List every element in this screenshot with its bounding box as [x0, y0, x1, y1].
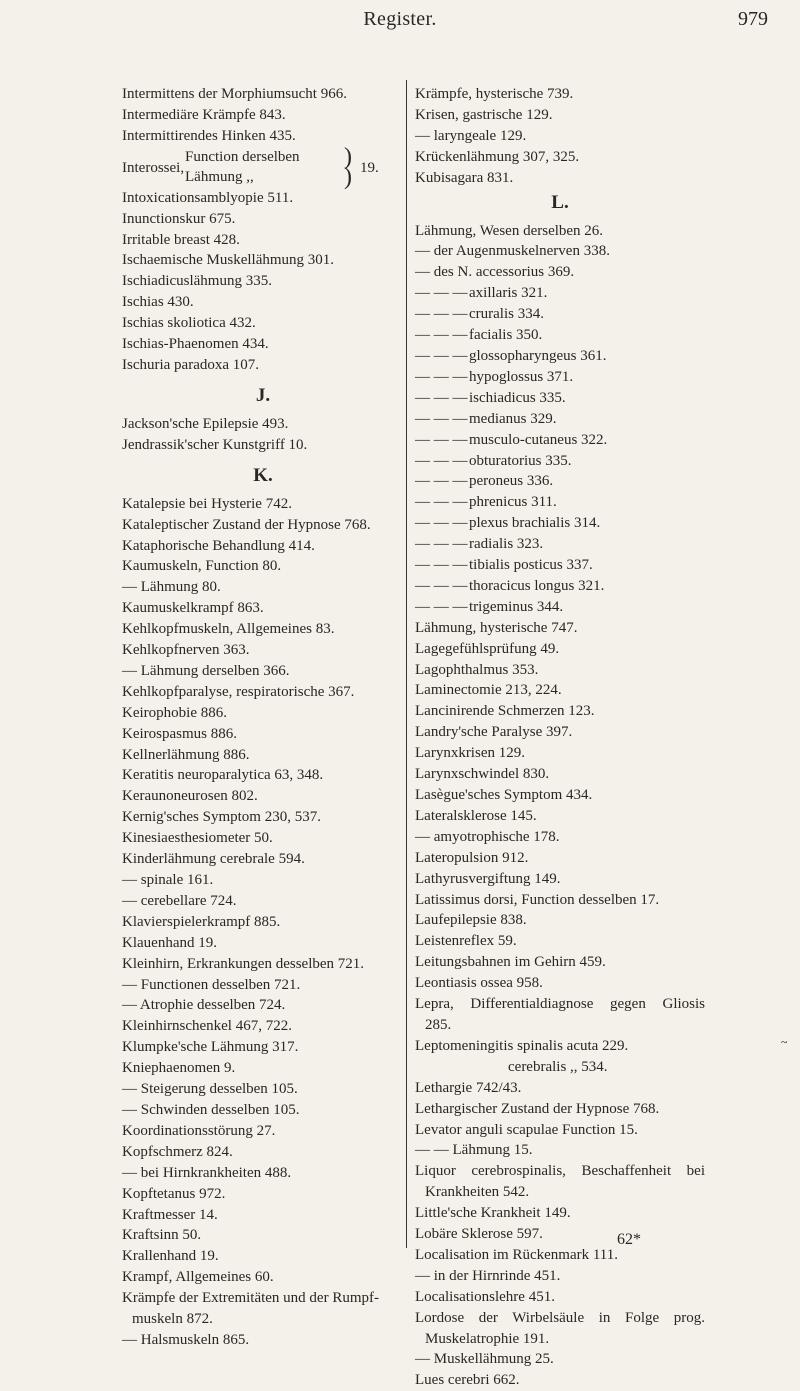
index-entry: Laminectomie 213, 224.: [415, 682, 562, 699]
entry-group-j: [122, 414, 404, 456]
index-entry: Ischiadicuslähmung 335.: [122, 273, 272, 290]
interossei-page: 19.: [360, 159, 379, 176]
right-column: [415, 84, 705, 1391]
index-entry: Intermediäre Krämpfe 843.: [122, 106, 286, 123]
entry-group-l-4: [415, 1203, 705, 1308]
nerve-subentry: [415, 304, 705, 325]
ditto-dashes: — — —: [415, 285, 468, 302]
index-entry: Katalepsie bei Hysterie 742.: [122, 495, 292, 512]
index-entry: Leitungsbahnen im Gehirn 459.: [415, 954, 606, 971]
index-entry: — Functionen desselben 721.: [122, 976, 301, 993]
interossei-subentries: [185, 147, 300, 187]
nerve-subentry: [415, 492, 705, 513]
nerve-subentry: [415, 346, 705, 367]
ditto-dashes: — — —: [415, 431, 468, 448]
nerve-name: ischiadicus 335.: [469, 389, 566, 406]
index-entry: Little'sche Krankheit 149.: [415, 1205, 571, 1222]
nerve-name: tibialis posticus 337.: [469, 557, 593, 574]
index-entry: Krämpfe der Extremitäten und der Rumpf-muskeln 872.: [122, 1290, 379, 1328]
section-heading-l: L.: [551, 191, 569, 213]
index-entry: Kataphorische Behandlung 414.: [122, 537, 315, 554]
index-entry: Kopfschmerz 824.: [122, 1143, 233, 1160]
index-entry: — in der Hirnrinde 451.: [415, 1267, 561, 1284]
index-entry: — Schwinden desselben 105.: [122, 1101, 300, 1118]
index-entry: Klauenhand 19.: [122, 934, 217, 951]
index-entry: Lathyrusvergiftung 149.: [415, 870, 561, 887]
nerve-subentry: [415, 576, 705, 597]
section-heading-j: J.: [255, 384, 271, 406]
page-header-title: Register.: [363, 8, 437, 30]
entry-group-l-1: [415, 221, 705, 284]
index-entry: Kehlkopfmuskeln, Allgemeines 83.: [122, 621, 335, 638]
ditto-dashes: — — —: [415, 577, 468, 594]
index-entry: Lobäre Sklerose 597.: [415, 1226, 543, 1243]
index-entry: Landry'sche Paralyse 397.: [415, 724, 573, 741]
index-entry: Leistenreflex 59.: [415, 933, 517, 950]
index-entry: Ischias 430.: [122, 294, 194, 311]
index-entry: Krückenlähmung 307, 325.: [415, 148, 580, 165]
nerve-subentry: [415, 325, 705, 346]
index-entry: — Atrophie desselben 724.: [122, 997, 286, 1014]
entry-liquor-cont: Krankheiten 542.: [425, 1184, 530, 1201]
index-entry: — cerebellare 724.: [122, 892, 237, 909]
ditto-dashes: — — —: [415, 598, 468, 615]
index-entry: Klumpke'sche Lähmung 317.: [122, 1039, 299, 1056]
ditto-dashes: — — —: [415, 557, 468, 574]
index-entry: Ischias skoliotica 432.: [122, 315, 256, 332]
entry-interossei: [122, 143, 404, 190]
nerve-subentry: [415, 555, 705, 576]
nerve-name: hypoglossus 371.: [469, 368, 574, 385]
index-entry: Kellnerlähmung 886.: [122, 746, 250, 763]
nerve-name: facialis 350.: [469, 327, 543, 344]
index-entry: Lues cerebri 662.: [415, 1372, 520, 1389]
index-entry: Localisation im Rückenmark 111.: [415, 1246, 619, 1263]
nerve-name: phrenicus 311.: [469, 494, 557, 511]
index-entry: — der Augenmuskelnerven 338.: [415, 243, 610, 260]
index-entry: — laryngeale 129.: [415, 127, 527, 144]
index-entry: Krallenhand 19.: [122, 1248, 219, 1265]
entry-group-l-5: [415, 1349, 705, 1391]
entry-leptomeningitis: Leptomeningitis spinalis acuta 229.: [415, 1037, 629, 1054]
nerve-name: radialis 323.: [469, 536, 544, 553]
index-entry: Kaumuskelkrampf 863.: [122, 600, 264, 617]
nerve-subentry: [415, 283, 705, 304]
index-entry: — Muskellähmung 25.: [415, 1351, 554, 1368]
index-entry: Kehlkopfnerven 363.: [122, 642, 250, 659]
nerve-name: musculo-cutaneus 322.: [469, 431, 608, 448]
index-entry: Irritable breast 428.: [122, 231, 240, 248]
section-heading-k: K.: [253, 464, 273, 486]
index-entry: Kernig'sches Symptom 230, 537.: [122, 809, 321, 826]
index-entry: Leontiasis ossea 958.: [415, 975, 543, 992]
index-entry: Krämpfe, hysterische 739.: [415, 86, 574, 102]
index-entry: Koordinationsstörung 27.: [122, 1122, 276, 1139]
nerve-subentry: [415, 451, 705, 472]
page-number: 979: [738, 8, 768, 30]
brace-icon: ) ): [344, 143, 352, 190]
nerve-subentry: [415, 409, 705, 430]
index-entry: Keirospasmus 886.: [122, 725, 237, 742]
column-divider: [406, 80, 407, 1248]
entry-group-i-a: [122, 84, 404, 147]
ditto-dashes: — — —: [415, 327, 468, 344]
ditto-dashes: — — —: [415, 389, 468, 406]
interossei-lahmung: Lähmung ,,: [185, 168, 254, 185]
index-entry: Klavierspielerkrampf 885.: [122, 913, 281, 930]
nerve-subentry: [415, 430, 705, 451]
index-entry: Keratitis neuroparalytica 63, 348.: [122, 767, 324, 784]
index-entry: — bei Hirnkrankheiten 488.: [122, 1164, 292, 1181]
nerve-name: cruralis 334.: [469, 306, 544, 323]
index-entry: Kubisagara 831.: [415, 169, 514, 186]
nerve-name: trigeminus 344.: [469, 598, 564, 615]
index-entry: Kinderlähmung cerebrale 594.: [122, 851, 305, 868]
interossei-function: Function derselben: [185, 148, 300, 165]
index-entry: Latissimus dorsi, Function desselben 17.: [415, 891, 660, 908]
index-entry: — Steigerung desselben 105.: [122, 1081, 298, 1098]
index-entry: — Lähmung derselben 366.: [122, 662, 290, 679]
index-entry: Larynxschwindel 830.: [415, 766, 550, 783]
index-entry: Ischaemische Muskellähmung 301.: [122, 252, 335, 269]
index-entry: Kinesiaesthesiometer 50.: [122, 830, 273, 847]
index-entry: Lähmung, hysterische 747.: [415, 619, 578, 636]
index-entry: Intermittirendes Hinken 435.: [122, 127, 296, 144]
ditto-dashes: — — —: [415, 473, 468, 490]
nerve-name: obturatorius 335.: [469, 452, 572, 469]
index-entry: Kniephaenomen 9.: [122, 1060, 236, 1077]
nerve-name: axillaris 321.: [469, 285, 548, 302]
index-entry: — Lähmung 80.: [122, 579, 221, 596]
entry-liquor: Liquor cerebrospinalis, Beschaffenheit bei: [415, 1163, 705, 1180]
index-entry: Lähmung, Wesen derselben 26.: [415, 222, 604, 239]
index-entry: Lagophthalmus 353.: [415, 661, 539, 678]
ditto-dashes: — — —: [415, 306, 468, 323]
index-entry: — spinale 161.: [122, 872, 214, 888]
index-entry: Kataleptischer Zustand der Hypnose 768.: [122, 516, 371, 533]
index-entry: Larynxkrisen 129.: [415, 745, 525, 762]
entry-group-k: [122, 494, 404, 1351]
entry-leptomeningitis-cerebralis: cerebralis ,, 534.: [508, 1058, 608, 1075]
index-entry: Lethargie 742/43.: [415, 1079, 522, 1096]
nerve-subentry: [415, 367, 705, 388]
index-entry: — — Lähmung 15.: [415, 1142, 533, 1159]
index-entry: Ischias-Phaenomen 434.: [122, 336, 269, 353]
index-entry: Kehlkopfparalyse, respiratorische 367.: [122, 683, 355, 700]
entry-group-k-continued: [415, 84, 705, 189]
ditto-dashes: — — —: [415, 452, 468, 469]
nerve-name: thoracicus longus 321.: [469, 577, 605, 594]
index-entry: Intoxicationsamblyopie 511.: [122, 189, 294, 206]
nerve-name: glossopharyngeus 361.: [469, 347, 607, 364]
entry-group-l-3: [415, 1078, 705, 1162]
ditto-dashes: — — —: [415, 494, 468, 511]
index-entry: Lancinirende Schmerzen 123.: [415, 703, 595, 720]
ditto-dashes: — — —: [415, 368, 468, 385]
entry-lepra: Lepra, Differentialdiagnose gegen Gliosis: [415, 996, 705, 1013]
left-column: [122, 84, 404, 1351]
index-entry: Kaumuskeln, Function 80.: [122, 558, 282, 575]
index-entry: Lagegefühlsprüfung 49.: [415, 640, 560, 657]
ditto-dashes: — — —: [415, 515, 468, 532]
index-entry: Ischuria paradoxa 107.: [122, 356, 260, 373]
entry-lordose: Lordose der Wirbelsäule in Folge prog.: [415, 1309, 705, 1326]
index-entry: Krisen, gastrische 129.: [415, 106, 553, 123]
nerve-name: peroneus 336.: [469, 473, 554, 490]
index-entry: Lethargischer Zustand der Hypnose 768.: [415, 1100, 660, 1117]
entry-lepra-cont: 285.: [425, 1016, 452, 1033]
sheet-signature: 62*: [617, 1231, 641, 1248]
index-entry: Intermittens der Morphiumsucht 966.: [122, 86, 347, 102]
index-entry: Laufepilepsie 838.: [415, 912, 527, 929]
index-entry: Kopftetanus 972.: [122, 1185, 226, 1202]
index-entry: Levator anguli scapulae Function 15.: [415, 1121, 638, 1138]
ditto-dashes: — — —: [415, 410, 468, 427]
index-entry: Kleinhirn, Erkrankungen desselben 721.: [122, 955, 365, 972]
nerve-subentry: [415, 513, 705, 534]
nerve-subentry: [415, 471, 705, 492]
index-entry: Keraunoneurosen 802.: [122, 788, 258, 805]
index-entry: Krampf, Allgemeines 60.: [122, 1269, 274, 1286]
index-entry: Lateropulsion 912.: [415, 849, 529, 866]
index-entry: — des N. accessorius 369.: [415, 264, 575, 281]
index-entry: Jackson'sche Epilepsie 493.: [122, 415, 289, 432]
nerve-name: medianus 329.: [469, 410, 557, 427]
index-entry: Localisationslehre 451.: [415, 1288, 555, 1305]
ditto-dashes: — — —: [415, 536, 468, 553]
index-entry: Kraftsinn 50.: [122, 1227, 202, 1244]
index-entry: — Halsmuskeln 865.: [122, 1331, 250, 1348]
entry-group-l-2: [415, 618, 705, 994]
index-entry: Jendrassik'scher Kunstgriff 10.: [122, 436, 308, 453]
ditto-dashes: — — —: [415, 347, 468, 364]
index-entry: Keirophobie 886.: [122, 704, 227, 721]
entry-group-i-b: [122, 188, 404, 376]
entry-lordose-cont: Muskelatrophie 191.: [425, 1330, 550, 1347]
interossei-label: Interossei,: [122, 159, 185, 176]
index-entry: Inunctionskur 675.: [122, 210, 236, 227]
index-entry: Lasègue'sches Symptom 434.: [415, 787, 593, 803]
index-entry: Kraftmesser 14.: [122, 1206, 218, 1223]
index-entry: — amyotrophische 178.: [415, 828, 560, 845]
nerve-subentry: [415, 534, 705, 555]
nerve-subentry: [415, 597, 705, 618]
nerve-subentry: [415, 388, 705, 409]
entry-group-nerves: [415, 283, 705, 618]
index-entry: Lateralsklerose 145.: [415, 807, 537, 824]
index-entry: Kleinhirnschenkel 467, 722.: [122, 1018, 292, 1035]
nerve-name: plexus brachialis 314.: [469, 515, 601, 532]
margin-mark: ~: [781, 1035, 788, 1049]
